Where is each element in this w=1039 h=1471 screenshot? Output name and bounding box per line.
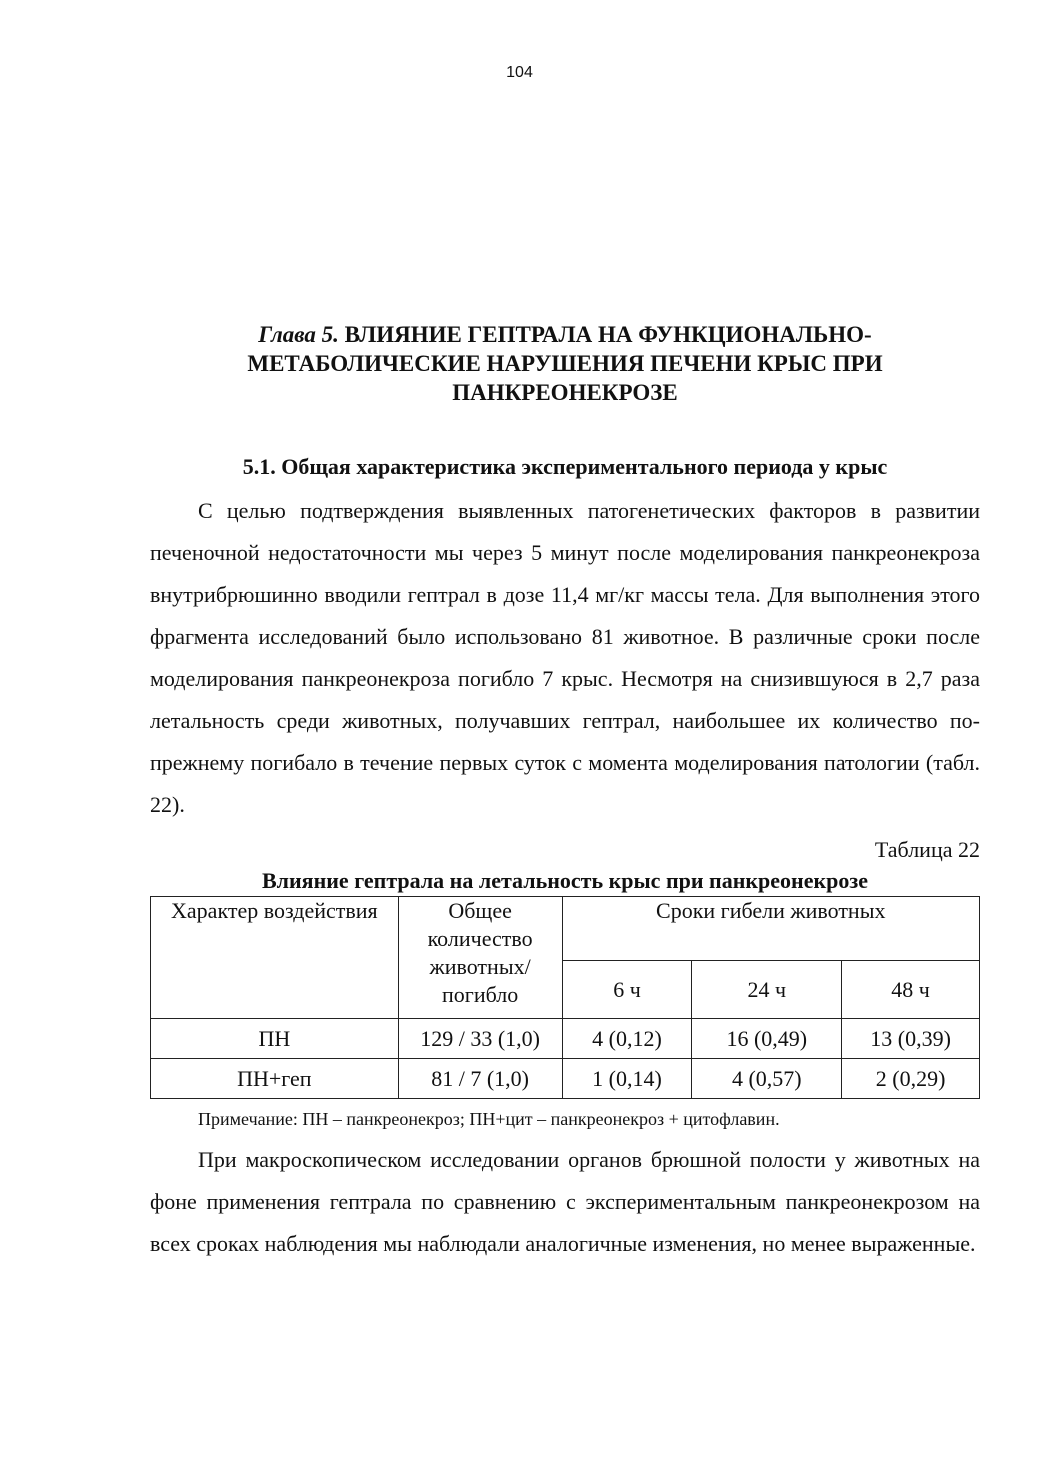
- table-header-row: [151, 897, 980, 961]
- body-paragraph-2: При макроскопическом исследовании органов брюшной полости у животных на фоне применения гептрала по сравнению с экспериментальным панкреонекрозом на всех сроках наблюдения мы наблюдали аналогичные изменения, но менее выраженные.: [150, 1147, 980, 1256]
- header-6h: 6 ч: [562, 961, 692, 1019]
- row-total: 129 / 33 (1,0): [398, 1019, 562, 1059]
- header-total-line-1: Общее: [448, 898, 512, 923]
- row-label: ПН+геп: [151, 1059, 399, 1099]
- table-title: Влияние гептрала на летальность крыс при панкреонекрозе: [261, 868, 869, 893]
- header-death-periods: Сроки гибели животных: [562, 897, 979, 961]
- table-row: [151, 1019, 980, 1059]
- row-6h: 1 (0,14): [562, 1059, 692, 1099]
- chapter-title-line-1: [150, 320, 980, 349]
- row-6h: 4 (0,12): [562, 1019, 692, 1059]
- row-total: 81 / 7 (1,0): [398, 1059, 562, 1099]
- header-total-count: [398, 897, 562, 1019]
- chapter-label: Глава 5.: [258, 322, 339, 347]
- page-number: 104: [506, 64, 533, 81]
- row-24h: 16 (0,49): [692, 1019, 842, 1059]
- body-paragraph-1: С целью подтверждения выявленных патогенетических факторов в развитии печеночной недостаточности мы через 5 минут после моделирования панкреонекроза внутрибрюшинно вводили гептрал в дозе 11,4 мг/кг массы тела. Для выполнения этого фрагмента исследований было использовано 81 животное. В различные сроки после моделирования панкреонекроза погибло 7 крыс. Несмотря на снизившуюся в 2,7 раза летальность среди животных, получавших гептрал, наибольшее их количество по-прежнему погибало в течение первых суток с момента моделирования патологии (табл. 22).: [150, 498, 980, 817]
- table-caption: Таблица 22: [874, 837, 980, 862]
- chapter-title-part-1: ВЛИЯНИЕ ГЕПТРАЛА НА ФУНКЦИОНАЛЬНО-: [344, 322, 872, 347]
- chapter-heading: [150, 320, 980, 407]
- table-row: [151, 1059, 980, 1099]
- chapter-title-line-3: ПАНКРЕОНЕКРОЗЕ: [452, 380, 678, 405]
- header-24h: 24 ч: [692, 961, 842, 1019]
- header-total-line-3: животных/: [429, 954, 531, 979]
- row-48h: 2 (0,29): [842, 1059, 980, 1099]
- table-note: Примечание: ПН – панкреонекроз; ПН+цит – панкреонекроз + цитофлавин.: [198, 1109, 780, 1129]
- header-48h: 48 ч: [842, 961, 980, 1019]
- row-24h: 4 (0,57): [692, 1059, 842, 1099]
- row-48h: 13 (0,39): [842, 1019, 980, 1059]
- row-label: ПН: [151, 1019, 399, 1059]
- header-impact-type: Характер воздействия: [151, 897, 399, 1019]
- mortality-table: [150, 896, 980, 1099]
- header-total-line-2: количество: [427, 926, 533, 951]
- chapter-title-line-2: МЕТАБОЛИЧЕСКИЕ НАРУШЕНИЯ ПЕЧЕНИ КРЫС ПРИ: [247, 351, 883, 376]
- header-total-line-4: погибло: [442, 982, 519, 1007]
- section-heading: 5.1. Общая характеристика экспериментального периода у крыс: [242, 454, 888, 479]
